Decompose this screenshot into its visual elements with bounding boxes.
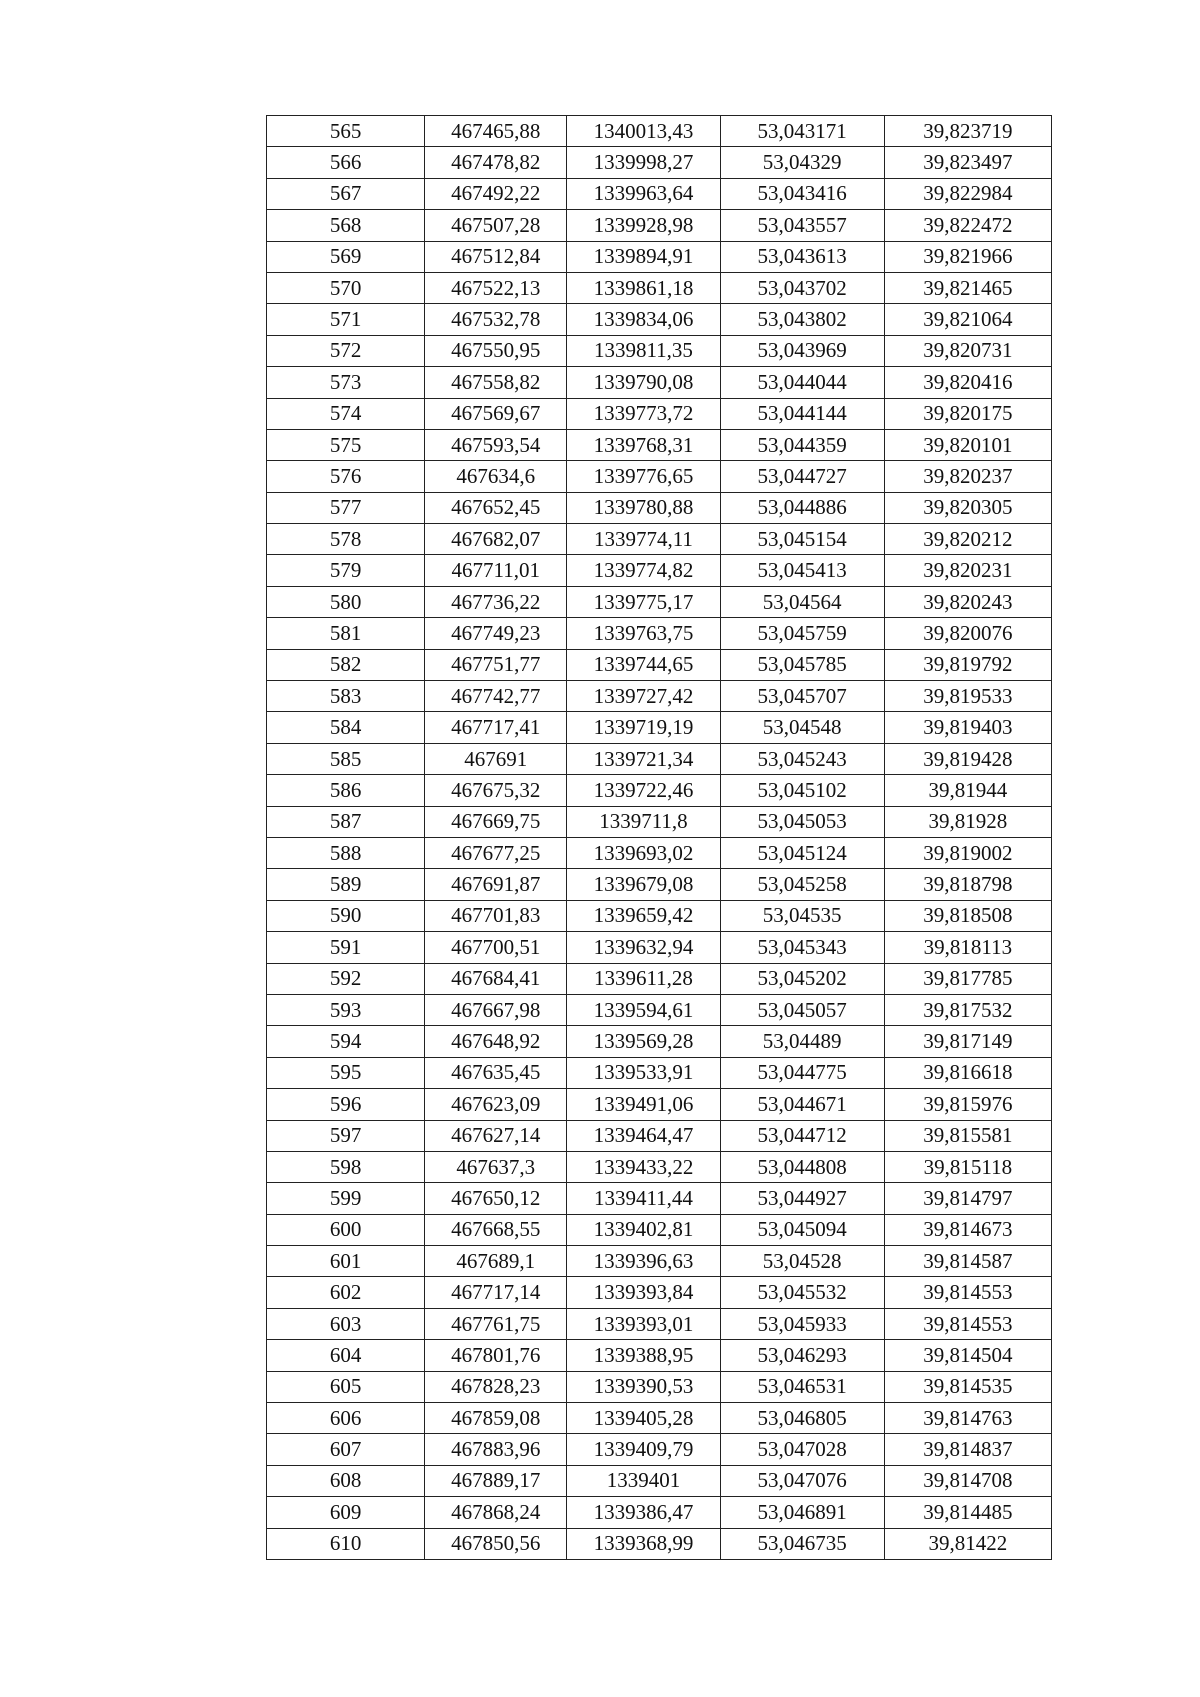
y-coordinate-cell: 1339744,65	[567, 649, 720, 680]
y-coordinate-cell: 1339396,63	[567, 1246, 720, 1277]
y-coordinate-cell: 1339763,75	[567, 618, 720, 649]
longitude-cell: 39,819428	[884, 743, 1051, 774]
point-number-cell: 589	[267, 869, 425, 900]
latitude-cell: 53,045057	[720, 994, 884, 1025]
latitude-cell: 53,044712	[720, 1120, 884, 1151]
table-row	[267, 775, 1052, 806]
table-row	[267, 963, 1052, 994]
longitude-cell: 39,820243	[884, 586, 1051, 617]
longitude-cell: 39,817785	[884, 963, 1051, 994]
latitude-cell: 53,045124	[720, 837, 884, 868]
point-number-cell: 572	[267, 335, 425, 366]
x-coordinate-cell: 467677,25	[425, 837, 567, 868]
x-coordinate-cell: 467689,1	[425, 1246, 567, 1277]
table-row	[267, 1528, 1052, 1559]
table-row	[267, 1183, 1052, 1214]
longitude-cell: 39,817149	[884, 1026, 1051, 1057]
latitude-cell: 53,045759	[720, 618, 884, 649]
table-row	[267, 994, 1052, 1025]
table-row	[267, 1214, 1052, 1245]
x-coordinate-cell: 467859,08	[425, 1403, 567, 1434]
latitude-cell: 53,044775	[720, 1057, 884, 1088]
x-coordinate-cell: 467682,07	[425, 524, 567, 555]
point-number-cell: 595	[267, 1057, 425, 1088]
x-coordinate-cell: 467751,77	[425, 649, 567, 680]
x-coordinate-cell: 467569,67	[425, 398, 567, 429]
longitude-cell: 39,819533	[884, 681, 1051, 712]
y-coordinate-cell: 1339659,42	[567, 900, 720, 931]
y-coordinate-cell: 1339433,22	[567, 1151, 720, 1182]
table-row	[267, 649, 1052, 680]
point-number-cell: 609	[267, 1497, 425, 1528]
longitude-cell: 39,820416	[884, 367, 1051, 398]
longitude-cell: 39,821966	[884, 241, 1051, 272]
y-coordinate-cell: 1339963,64	[567, 178, 720, 209]
point-number-cell: 598	[267, 1151, 425, 1182]
table-row	[267, 116, 1052, 147]
point-number-cell: 568	[267, 210, 425, 241]
latitude-cell: 53,043557	[720, 210, 884, 241]
point-number-cell: 584	[267, 712, 425, 743]
x-coordinate-cell: 467742,77	[425, 681, 567, 712]
y-coordinate-cell: 1339861,18	[567, 272, 720, 303]
table-body	[267, 116, 1052, 1560]
longitude-cell: 39,814485	[884, 1497, 1051, 1528]
point-number-cell: 605	[267, 1371, 425, 1402]
point-number-cell: 575	[267, 429, 425, 460]
point-number-cell: 581	[267, 618, 425, 649]
x-coordinate-cell: 467828,23	[425, 1371, 567, 1402]
latitude-cell: 53,046891	[720, 1497, 884, 1528]
point-number-cell: 591	[267, 932, 425, 963]
longitude-cell: 39,814708	[884, 1465, 1051, 1496]
point-number-cell: 571	[267, 304, 425, 335]
y-coordinate-cell: 1339388,95	[567, 1340, 720, 1371]
point-number-cell: 582	[267, 649, 425, 680]
x-coordinate-cell: 467627,14	[425, 1120, 567, 1151]
table-row	[267, 932, 1052, 963]
y-coordinate-cell: 1339928,98	[567, 210, 720, 241]
latitude-cell: 53,044671	[720, 1089, 884, 1120]
point-number-cell: 600	[267, 1214, 425, 1245]
point-number-cell: 603	[267, 1308, 425, 1339]
table-row	[267, 681, 1052, 712]
longitude-cell: 39,823719	[884, 116, 1051, 147]
table-row	[267, 1497, 1052, 1528]
x-coordinate-cell: 467801,76	[425, 1340, 567, 1371]
point-number-cell: 596	[267, 1089, 425, 1120]
y-coordinate-cell: 1339533,91	[567, 1057, 720, 1088]
latitude-cell: 53,044144	[720, 398, 884, 429]
longitude-cell: 39,822984	[884, 178, 1051, 209]
table-row	[267, 586, 1052, 617]
table-row	[267, 492, 1052, 523]
table-row	[267, 1120, 1052, 1151]
x-coordinate-cell: 467717,41	[425, 712, 567, 743]
latitude-cell: 53,045258	[720, 869, 884, 900]
y-coordinate-cell: 1339393,84	[567, 1277, 720, 1308]
longitude-cell: 39,815118	[884, 1151, 1051, 1182]
y-coordinate-cell: 1339611,28	[567, 963, 720, 994]
longitude-cell: 39,823497	[884, 147, 1051, 178]
table-row	[267, 304, 1052, 335]
latitude-cell: 53,045243	[720, 743, 884, 774]
x-coordinate-cell: 467623,09	[425, 1089, 567, 1120]
x-coordinate-cell: 467637,3	[425, 1151, 567, 1182]
y-coordinate-cell: 1339386,47	[567, 1497, 720, 1528]
x-coordinate-cell: 467652,45	[425, 492, 567, 523]
x-coordinate-cell: 467684,41	[425, 963, 567, 994]
y-coordinate-cell: 1339768,31	[567, 429, 720, 460]
latitude-cell: 53,045707	[720, 681, 884, 712]
x-coordinate-cell: 467669,75	[425, 806, 567, 837]
y-coordinate-cell: 1339811,35	[567, 335, 720, 366]
point-number-cell: 597	[267, 1120, 425, 1151]
longitude-cell: 39,816618	[884, 1057, 1051, 1088]
point-number-cell: 606	[267, 1403, 425, 1434]
table-row	[267, 1277, 1052, 1308]
x-coordinate-cell: 467593,54	[425, 429, 567, 460]
longitude-cell: 39,819403	[884, 712, 1051, 743]
table-row	[267, 806, 1052, 837]
x-coordinate-cell: 467883,96	[425, 1434, 567, 1465]
point-number-cell: 593	[267, 994, 425, 1025]
table-row	[267, 712, 1052, 743]
latitude-cell: 53,04489	[720, 1026, 884, 1057]
x-coordinate-cell: 467478,82	[425, 147, 567, 178]
longitude-cell: 39,814837	[884, 1434, 1051, 1465]
table-row	[267, 1434, 1052, 1465]
latitude-cell: 53,045343	[720, 932, 884, 963]
latitude-cell: 53,044927	[720, 1183, 884, 1214]
latitude-cell: 53,046735	[720, 1528, 884, 1559]
table-row	[267, 555, 1052, 586]
coordinates-table	[266, 115, 1052, 1560]
latitude-cell: 53,044044	[720, 367, 884, 398]
table-row	[267, 1308, 1052, 1339]
longitude-cell: 39,814763	[884, 1403, 1051, 1434]
x-coordinate-cell: 467675,32	[425, 775, 567, 806]
point-number-cell: 585	[267, 743, 425, 774]
x-coordinate-cell: 467635,45	[425, 1057, 567, 1088]
y-coordinate-cell: 1339722,46	[567, 775, 720, 806]
table-row	[267, 1089, 1052, 1120]
x-coordinate-cell: 467532,78	[425, 304, 567, 335]
longitude-cell: 39,814553	[884, 1308, 1051, 1339]
table-row	[267, 147, 1052, 178]
latitude-cell: 53,045154	[720, 524, 884, 555]
longitude-cell: 39,814797	[884, 1183, 1051, 1214]
longitude-cell: 39,814553	[884, 1277, 1051, 1308]
longitude-cell: 39,819002	[884, 837, 1051, 868]
table-row	[267, 743, 1052, 774]
longitude-cell: 39,821465	[884, 272, 1051, 303]
table-row	[267, 367, 1052, 398]
y-coordinate-cell: 1339632,94	[567, 932, 720, 963]
latitude-cell: 53,044886	[720, 492, 884, 523]
longitude-cell: 39,815976	[884, 1089, 1051, 1120]
y-coordinate-cell: 1339491,06	[567, 1089, 720, 1120]
point-number-cell: 569	[267, 241, 425, 272]
table-row	[267, 524, 1052, 555]
point-number-cell: 586	[267, 775, 425, 806]
table-row	[267, 1026, 1052, 1057]
point-number-cell: 599	[267, 1183, 425, 1214]
point-number-cell: 574	[267, 398, 425, 429]
table-row	[267, 869, 1052, 900]
table-row	[267, 1403, 1052, 1434]
x-coordinate-cell: 467522,13	[425, 272, 567, 303]
table-row	[267, 335, 1052, 366]
latitude-cell: 53,046293	[720, 1340, 884, 1371]
y-coordinate-cell: 1339409,79	[567, 1434, 720, 1465]
point-number-cell: 579	[267, 555, 425, 586]
table-row	[267, 1246, 1052, 1277]
x-coordinate-cell: 467736,22	[425, 586, 567, 617]
latitude-cell: 53,044727	[720, 461, 884, 492]
point-number-cell: 602	[267, 1277, 425, 1308]
longitude-cell: 39,820212	[884, 524, 1051, 555]
table-row	[267, 461, 1052, 492]
latitude-cell: 53,046805	[720, 1403, 884, 1434]
point-number-cell: 608	[267, 1465, 425, 1496]
x-coordinate-cell: 467492,22	[425, 178, 567, 209]
y-coordinate-cell: 1339834,06	[567, 304, 720, 335]
y-coordinate-cell: 1339894,91	[567, 241, 720, 272]
y-coordinate-cell: 1339679,08	[567, 869, 720, 900]
point-number-cell: 577	[267, 492, 425, 523]
y-coordinate-cell: 1339774,11	[567, 524, 720, 555]
longitude-cell: 39,818798	[884, 869, 1051, 900]
y-coordinate-cell: 1339411,44	[567, 1183, 720, 1214]
y-coordinate-cell: 1339401	[567, 1465, 720, 1496]
longitude-cell: 39,81422	[884, 1528, 1051, 1559]
x-coordinate-cell: 467749,23	[425, 618, 567, 649]
point-number-cell: 607	[267, 1434, 425, 1465]
x-coordinate-cell: 467701,83	[425, 900, 567, 931]
point-number-cell: 592	[267, 963, 425, 994]
latitude-cell: 53,045933	[720, 1308, 884, 1339]
point-number-cell: 588	[267, 837, 425, 868]
table-row	[267, 241, 1052, 272]
x-coordinate-cell: 467700,51	[425, 932, 567, 963]
x-coordinate-cell: 467711,01	[425, 555, 567, 586]
point-number-cell: 580	[267, 586, 425, 617]
x-coordinate-cell: 467465,88	[425, 116, 567, 147]
y-coordinate-cell: 1339727,42	[567, 681, 720, 712]
y-coordinate-cell: 1339711,8	[567, 806, 720, 837]
table-row	[267, 178, 1052, 209]
x-coordinate-cell: 467550,95	[425, 335, 567, 366]
x-coordinate-cell: 467850,56	[425, 1528, 567, 1559]
x-coordinate-cell: 467668,55	[425, 1214, 567, 1245]
longitude-cell: 39,818113	[884, 932, 1051, 963]
y-coordinate-cell: 1339693,02	[567, 837, 720, 868]
table-row	[267, 1371, 1052, 1402]
point-number-cell: 594	[267, 1026, 425, 1057]
table-row	[267, 1465, 1052, 1496]
latitude-cell: 53,04528	[720, 1246, 884, 1277]
y-coordinate-cell: 1340013,43	[567, 116, 720, 147]
x-coordinate-cell: 467648,92	[425, 1026, 567, 1057]
latitude-cell: 53,045094	[720, 1214, 884, 1245]
table-row	[267, 429, 1052, 460]
x-coordinate-cell: 467667,98	[425, 994, 567, 1025]
point-number-cell: 587	[267, 806, 425, 837]
y-coordinate-cell: 1339780,88	[567, 492, 720, 523]
latitude-cell: 53,043969	[720, 335, 884, 366]
longitude-cell: 39,820175	[884, 398, 1051, 429]
point-number-cell: 583	[267, 681, 425, 712]
point-number-cell: 566	[267, 147, 425, 178]
point-number-cell: 570	[267, 272, 425, 303]
latitude-cell: 53,045532	[720, 1277, 884, 1308]
latitude-cell: 53,043613	[720, 241, 884, 272]
x-coordinate-cell: 467889,17	[425, 1465, 567, 1496]
x-coordinate-cell: 467650,12	[425, 1183, 567, 1214]
x-coordinate-cell: 467512,84	[425, 241, 567, 272]
latitude-cell: 53,045202	[720, 963, 884, 994]
x-coordinate-cell: 467558,82	[425, 367, 567, 398]
latitude-cell: 53,04548	[720, 712, 884, 743]
latitude-cell: 53,047076	[720, 1465, 884, 1496]
latitude-cell: 53,043416	[720, 178, 884, 209]
point-number-cell: 590	[267, 900, 425, 931]
latitude-cell: 53,044808	[720, 1151, 884, 1182]
y-coordinate-cell: 1339405,28	[567, 1403, 720, 1434]
longitude-cell: 39,820231	[884, 555, 1051, 586]
longitude-cell: 39,815581	[884, 1120, 1051, 1151]
y-coordinate-cell: 1339721,34	[567, 743, 720, 774]
table-row	[267, 1340, 1052, 1371]
point-number-cell: 610	[267, 1528, 425, 1559]
table-row	[267, 618, 1052, 649]
longitude-cell: 39,820731	[884, 335, 1051, 366]
longitude-cell: 39,820305	[884, 492, 1051, 523]
x-coordinate-cell: 467868,24	[425, 1497, 567, 1528]
y-coordinate-cell: 1339368,99	[567, 1528, 720, 1559]
y-coordinate-cell: 1339569,28	[567, 1026, 720, 1057]
longitude-cell: 39,814587	[884, 1246, 1051, 1277]
point-number-cell: 573	[267, 367, 425, 398]
longitude-cell: 39,820237	[884, 461, 1051, 492]
longitude-cell: 39,81928	[884, 806, 1051, 837]
latitude-cell: 53,043802	[720, 304, 884, 335]
point-number-cell: 601	[267, 1246, 425, 1277]
table-row	[267, 1057, 1052, 1088]
latitude-cell: 53,046531	[720, 1371, 884, 1402]
point-number-cell: 565	[267, 116, 425, 147]
y-coordinate-cell: 1339402,81	[567, 1214, 720, 1245]
longitude-cell: 39,817532	[884, 994, 1051, 1025]
point-number-cell: 578	[267, 524, 425, 555]
latitude-cell: 53,045413	[720, 555, 884, 586]
latitude-cell: 53,04535	[720, 900, 884, 931]
latitude-cell: 53,043171	[720, 116, 884, 147]
longitude-cell: 39,81944	[884, 775, 1051, 806]
longitude-cell: 39,822472	[884, 210, 1051, 241]
latitude-cell: 53,045053	[720, 806, 884, 837]
longitude-cell: 39,820101	[884, 429, 1051, 460]
longitude-cell: 39,814504	[884, 1340, 1051, 1371]
table-row	[267, 837, 1052, 868]
y-coordinate-cell: 1339719,19	[567, 712, 720, 743]
point-number-cell: 604	[267, 1340, 425, 1371]
y-coordinate-cell: 1339775,17	[567, 586, 720, 617]
table-row	[267, 398, 1052, 429]
latitude-cell: 53,045102	[720, 775, 884, 806]
y-coordinate-cell: 1339773,72	[567, 398, 720, 429]
longitude-cell: 39,814535	[884, 1371, 1051, 1402]
table-row	[267, 272, 1052, 303]
point-number-cell: 567	[267, 178, 425, 209]
longitude-cell: 39,821064	[884, 304, 1051, 335]
y-coordinate-cell: 1339776,65	[567, 461, 720, 492]
table-row	[267, 210, 1052, 241]
table-row	[267, 900, 1052, 931]
latitude-cell: 53,045785	[720, 649, 884, 680]
longitude-cell: 39,820076	[884, 618, 1051, 649]
longitude-cell: 39,819792	[884, 649, 1051, 680]
latitude-cell: 53,044359	[720, 429, 884, 460]
y-coordinate-cell: 1339393,01	[567, 1308, 720, 1339]
x-coordinate-cell: 467691,87	[425, 869, 567, 900]
y-coordinate-cell: 1339790,08	[567, 367, 720, 398]
y-coordinate-cell: 1339774,82	[567, 555, 720, 586]
x-coordinate-cell: 467717,14	[425, 1277, 567, 1308]
latitude-cell: 53,04329	[720, 147, 884, 178]
table-row	[267, 1151, 1052, 1182]
latitude-cell: 53,047028	[720, 1434, 884, 1465]
y-coordinate-cell: 1339390,53	[567, 1371, 720, 1402]
longitude-cell: 39,814673	[884, 1214, 1051, 1245]
x-coordinate-cell: 467507,28	[425, 210, 567, 241]
y-coordinate-cell: 1339594,61	[567, 994, 720, 1025]
point-number-cell: 576	[267, 461, 425, 492]
latitude-cell: 53,04564	[720, 586, 884, 617]
x-coordinate-cell: 467761,75	[425, 1308, 567, 1339]
x-coordinate-cell: 467634,6	[425, 461, 567, 492]
y-coordinate-cell: 1339998,27	[567, 147, 720, 178]
x-coordinate-cell: 467691	[425, 743, 567, 774]
y-coordinate-cell: 1339464,47	[567, 1120, 720, 1151]
longitude-cell: 39,818508	[884, 900, 1051, 931]
latitude-cell: 53,043702	[720, 272, 884, 303]
